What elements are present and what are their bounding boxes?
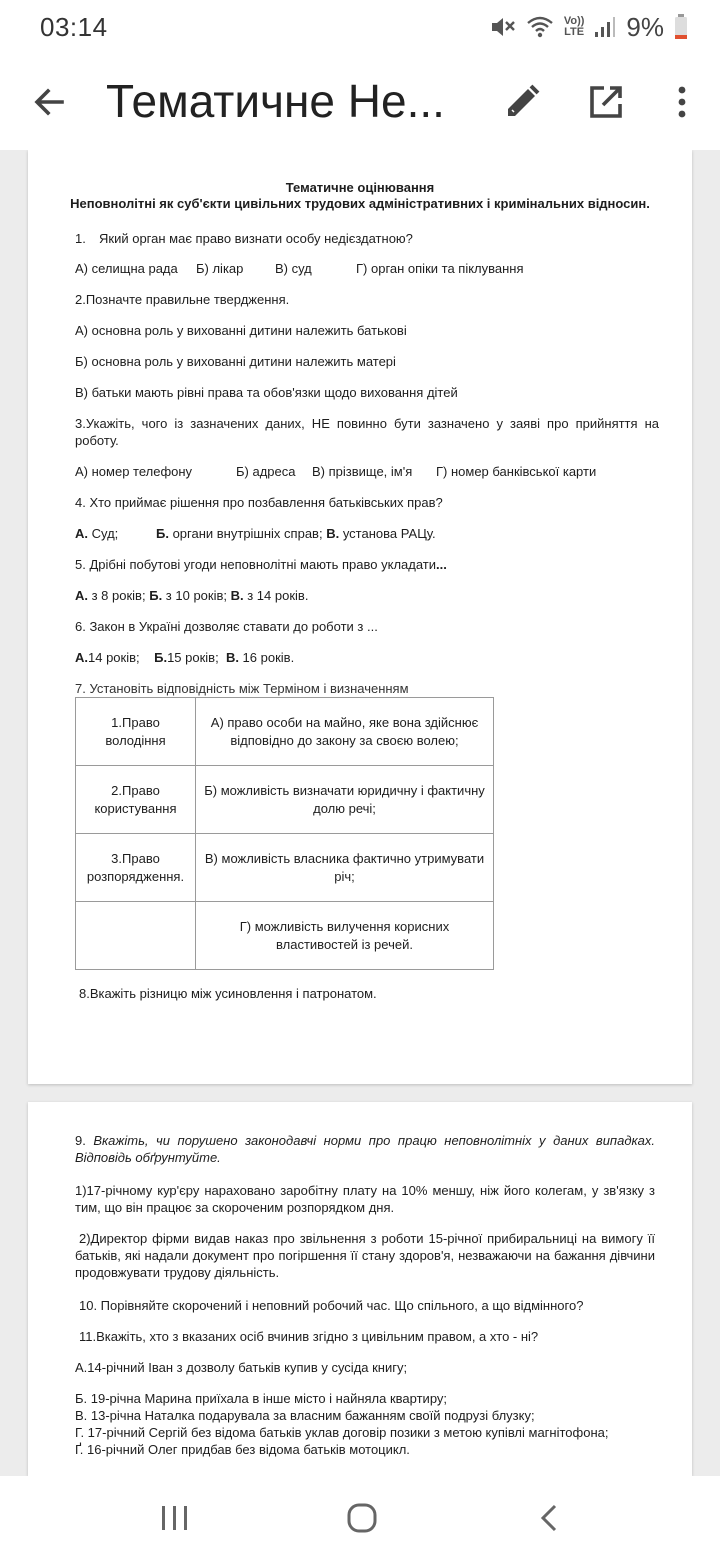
q6-a-text: 14 років;	[88, 650, 140, 665]
q3-option-a: А) номер телефону	[75, 464, 193, 479]
q4-c-text: установа РАЦу.	[339, 526, 436, 541]
back-arrow-icon	[28, 111, 72, 128]
q1-option-d: Г) орган опіки та піклування	[356, 261, 524, 276]
q2-option-b: Б) основна роль у вихованні дитини належить матері	[75, 354, 396, 369]
status-icons	[490, 12, 688, 42]
q4-a-letter: А.	[75, 526, 88, 541]
q11-option-d: Г. 17-річний Сергій без відома батьків уклав договір позики з метою купівлі магнітофона;	[75, 1425, 609, 1440]
q1-option-a: А) селищна рада	[75, 261, 178, 276]
q9-text-block	[75, 1132, 655, 1166]
table-cell-term: 2.Право користування	[76, 766, 196, 834]
q11-option-c: В. 13-річна Наталка подарувала за власним бажанням своїй подрузі блузку;	[75, 1408, 535, 1423]
q5-b-letter: Б.	[149, 588, 163, 603]
q4-a-text: Суд;	[88, 526, 119, 541]
table-cell-definition: Г) можливість вилучення корисних властивостей із речей.	[196, 902, 494, 970]
table-cell-term	[76, 902, 196, 970]
edit-button[interactable]	[500, 80, 544, 124]
document-title: Тематичне Не...	[106, 75, 445, 127]
q9-number: 9.	[75, 1133, 86, 1148]
open-in-app-button[interactable]	[584, 80, 628, 124]
q6-a-letter: А.	[75, 650, 88, 665]
q5-b-text: з 10 років;	[162, 588, 227, 603]
table-cell-definition: А) право особи на майно, яке вона здійснює відповідно до закону за своєю волею;	[196, 698, 494, 766]
heading-subtitle: Неповнолітні як суб'єкти цивільних трудових адміністративних і кримінальних відносин.	[70, 196, 650, 211]
document-viewer[interactable]	[0, 150, 720, 1476]
q6-c-letter: В.	[225, 650, 239, 665]
q5-text: 5. Дрібні побутові угоди неповнолітні мають право укладати	[75, 557, 437, 572]
q11-option-e: Ґ. 16-річний Олег придбав без відома батьків мотоцикл.	[75, 1442, 410, 1457]
table-cell-definition: Б) можливість визначати юридичну і фактичну долю речі;	[196, 766, 494, 834]
q4-c-letter: В.	[326, 526, 340, 541]
q5-text-line	[75, 556, 447, 573]
q4-text: 4. Хто приймає рішення про позбавлення батьківських прав?	[75, 495, 443, 510]
q4-b-letter: Б.	[156, 526, 169, 541]
q5-a-letter: А.	[75, 588, 88, 603]
table-row	[76, 902, 494, 970]
navigation-bar	[0, 1476, 720, 1560]
q11-text: 11.Вкажіть, хто з вказаних осіб вчинив згідно з цивільним правом, а хто - ні?	[79, 1329, 539, 1344]
open-external-icon	[584, 111, 628, 128]
back-button[interactable]	[28, 80, 72, 124]
lte-indicator	[564, 16, 585, 38]
document-page-2	[28, 1102, 692, 1476]
more-options-button[interactable]	[660, 80, 704, 124]
q1-option-c: В) суд	[275, 261, 312, 276]
q1-text: Який орган має право визнати особу недієздатною?	[99, 231, 413, 246]
q5-options	[75, 587, 308, 604]
system-back-button[interactable]	[530, 1498, 570, 1538]
mute-icon	[490, 15, 516, 39]
status-time: 03:14	[40, 12, 108, 42]
q4-options-b	[156, 525, 436, 542]
q6-options	[75, 649, 294, 666]
q5-a-text: з 8 років;	[88, 588, 146, 603]
q4-options	[75, 525, 118, 542]
q8-text: 8.Вкажіть різницю між усиновлення і патронатом.	[79, 986, 377, 1001]
q5-c-letter: В.	[230, 588, 244, 603]
lte-top-label: Vo))	[563, 15, 585, 27]
app-bar	[0, 54, 720, 150]
q3-text: 3.Укажіть, чого із зазначених даних, НЕ повинно бути зазначено у заяві про прийняття на роботу.	[75, 416, 659, 448]
q9-case-1: 1)17-річному кур'єру нараховано заробітну плату на 10% меншу, ніж його колегам, у зв'язку з тим, що він працює за скороченим розпорядком дня.	[75, 1183, 655, 1215]
battery-percent: 9%	[626, 11, 664, 42]
back-icon	[530, 1525, 570, 1542]
q6-text: 6. Закон в Україні дозволяє ставати до роботи з ...	[75, 619, 378, 634]
document-page-1	[28, 150, 692, 1084]
q2-option-c: В) батьки мають рівні права та обов'язки щодо виховання дітей	[75, 385, 458, 400]
q3-option-b: Б) адреса	[236, 464, 296, 479]
q6-b-letter: Б.	[154, 650, 168, 665]
home-button[interactable]	[342, 1498, 382, 1538]
signal-icon	[594, 15, 616, 39]
q7-text: 7. Установіть відповідність між Терміном і визначенням	[75, 681, 409, 696]
more-vert-icon	[660, 111, 704, 128]
q5-c-text: з 14 років.	[243, 588, 309, 603]
q3-option-c: В) прізвище, ім'я	[312, 464, 413, 479]
q11-option-a: А.14-річний Іван з дозволу батьків купив у сусіда книгу;	[75, 1360, 408, 1375]
edit-pencil-icon	[500, 111, 544, 128]
q3-option-d: Г) номер банківської карти	[436, 464, 597, 479]
table-row	[76, 766, 494, 834]
q5-dots: ...	[436, 557, 447, 572]
table-cell-term: 1.Право володіння	[76, 698, 196, 766]
matching-table	[75, 697, 494, 970]
q1-number: 1.	[75, 231, 86, 246]
heading-title: Тематичне оцінювання	[285, 180, 435, 195]
home-icon	[342, 1525, 382, 1542]
q2-text: 2.Позначте правильне твердження.	[75, 292, 290, 307]
status-bar	[0, 0, 720, 54]
table-cell-term: 3.Право розпорядження.	[76, 834, 196, 902]
q1-option-b: Б) лікар	[196, 261, 244, 276]
table-row	[76, 698, 494, 766]
table-row	[76, 834, 494, 902]
table-cell-definition: В) можливість власника фактично утримувати річ;	[196, 834, 494, 902]
lte-bottom-label: LTE	[564, 26, 585, 38]
q6-b-text: 15 років;	[167, 650, 219, 665]
q6-c-text: 16 років.	[238, 650, 295, 665]
q11-option-b: Б. 19-річна Марина приїхала в інше місто і найняла квартиру;	[75, 1391, 448, 1406]
q10-text: 10. Порівняйте скорочений і неповний робочий час. Що спільного, а що відмінного?	[79, 1298, 584, 1313]
q2-option-a: А) основна роль у вихованні дитини належить батькові	[75, 323, 407, 338]
wifi-icon	[526, 15, 554, 39]
recent-apps-button[interactable]	[155, 1498, 195, 1538]
battery-icon	[674, 14, 688, 40]
q9-text: Вкажіть, чи порушено законодавчі норми про працю неповнолітніх у даних випадках. Відповідь обґрунтуйте.	[75, 1133, 655, 1165]
q4-b-text: органи внутрішніх справ;	[168, 526, 323, 541]
q9-case-2: 2)Директор фірми видав наказ про звільнення з роботи 15-річної прибиральниці на вимогу її батьків, які надали документ про погіршення її стану здоров'я, незважаючи на бажання дівчини продовжувати трудову діяльність.	[75, 1231, 655, 1280]
recent-apps-icon	[155, 1525, 195, 1542]
